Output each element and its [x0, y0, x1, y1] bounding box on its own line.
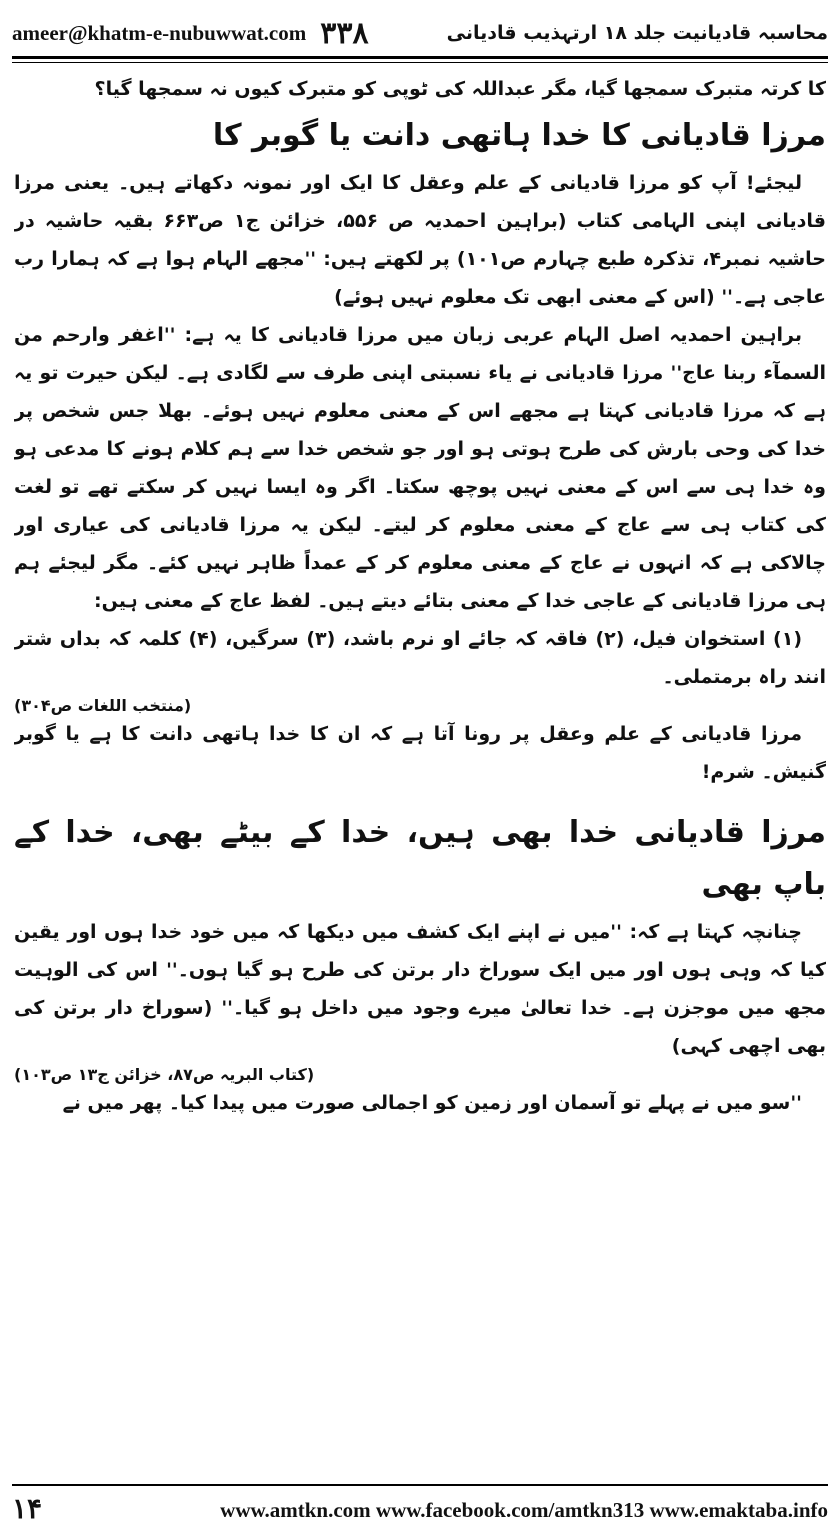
header-page-number: ۳۳۸: [320, 15, 369, 51]
page-header: [12, 14, 828, 52]
section-heading-1: مرزا قادیانی کا خدا ہاتھی دانت یا گوبر کا: [212, 118, 826, 153]
paragraph-3: (۱) استخوان فیل، (۲) فاقہ کہ جائے او نرم باشد، (۳) سرگیں، (۴) کلمہ کہ بداں شتر انند راہ برمتملی۔: [14, 628, 826, 688]
header-rule-thin: [12, 62, 828, 63]
header-left: [12, 16, 369, 51]
paragraph-5: چنانچہ کہتا ہے کہ: ''میں نے اپنے ایک کشف میں دیکھا کہ میں خود خدا ہوں اور یقین کیا کہ وہی ہوں اور میں ایک سوراخ دار برتن کی طرح ہو گیا ہوں۔'' اس کی الوہیت مجھ میں موجزن ہے۔ خدا تعالیٰ میرے وجود میں داخل ہو گیا۔'' (سوراخ دار برتن کی بھی اچھی کہی): [14, 921, 826, 1057]
footer-page-number: ۱۴: [12, 1492, 43, 1525]
paragraph-6: ''سو میں نے پہلے تو آسمان اور زمین کو اجمالی صورت میں پیدا کیا۔ پھر میں نے: [62, 1092, 802, 1114]
paragraph-4: مرزا قادیانی کے علم وعقل پر رونا آتا ہے کہ ان کا خدا ہاتھی دانت کا ہے یا گوبر گنیش۔ شرم!: [14, 723, 826, 783]
reference-2: (کتاب البریہ ص۸۷، خزائن ج۱۳ ص۱۰۳): [14, 1065, 315, 1084]
page-body: [14, 70, 826, 1462]
paragraph-1: لیجئے! آپ کو مرزا قادیانی کے علم وعقل کا ایک اور نمونہ دکھاتے ہیں۔ یعنی مرزا قادیانی اپنی الہامی کتاب (براہین احمدیہ ص ۵۵۶، خزائن ج۱ ص۶۶۳ بقیہ حاشیہ در حاشیہ نمبر۴، تذکرہ طبع چہارم ص۱۰۱) پر لکھتے ہیں: ''مجھے الہام ہوا ہے کہ ہمارا رب عاجی ہے۔'' (اس کے معنی ابھی تک معلوم نہیں ہوئے): [14, 172, 826, 308]
reference-row-2: [14, 1065, 826, 1084]
footer-website-links[interactable]: www.amtkn.com www.facebook.com/amtkn313 www.emaktaba.info: [220, 1498, 828, 1522]
opening-line: کا کرتہ متبرک سمجھا گیا، مگر عبداللہ کی ٹوپی کو متبرک کیوں نہ سمجھا گیا؟: [94, 78, 826, 100]
paragraph-2: براہین احمدیہ اصل الہام عربی زبان میں مرزا قادیانی کا یہ ہے: ''اغفر وارحم من السمآء ربنا عاج'' مرزا قادیانی نے یاء نسبتی اپنی طرف سے لگادی ہے۔ لیکن حیرت تو یہ ہے کہ مرزا قادیانی کہتا ہے مجھے اس کے معنی معلوم نہیں ہوئے۔ بھلا جس شخص پر خدا کی وحی بارش کی طرح ہوتی ہو اور جو شخص خدا سے ہم کلام ہونے کا مدعی ہو وہ خدا ہی سے اس کے معنی نہیں پوچھ سکتا۔ اگر وہ ایسا نہیں کر سکتے تھے تو لغت کی کتاب ہی سے عاج کے معنی معلوم کر لیتے۔ لیکن یہ مرزا قادیانی کی عیاری اور چالاکی ہے کہ انہوں نے عاج کے معنی معلوم کر کے عمداً ظاہر نہیں کئے۔ مگر لیجئے ہم ہی مرزا قادیانی کے عاجی خدا کے معنی بتائے دیتے ہیں۔ لفظ عاج کے معنی ہیں:: [14, 324, 826, 612]
footer-rule: [12, 1484, 828, 1486]
reference-row-1: [14, 696, 826, 715]
header-book-title: محاسبہ قادیانیت جلد ۱۸ ارتہذیب قادیانی: [446, 22, 828, 44]
header-email: ameer@khatm-e-nubuwwat.com: [12, 20, 307, 45]
reference-1: (منتخب اللغات ص۳۰۴): [14, 696, 192, 715]
header-rule-thick: [12, 56, 828, 59]
section-heading-2: مرزا قادیانی خدا بھی ہیں، خدا کے بیٹے بھی، خدا کے باپ بھی: [14, 815, 826, 902]
page-footer: [0, 1478, 840, 1540]
